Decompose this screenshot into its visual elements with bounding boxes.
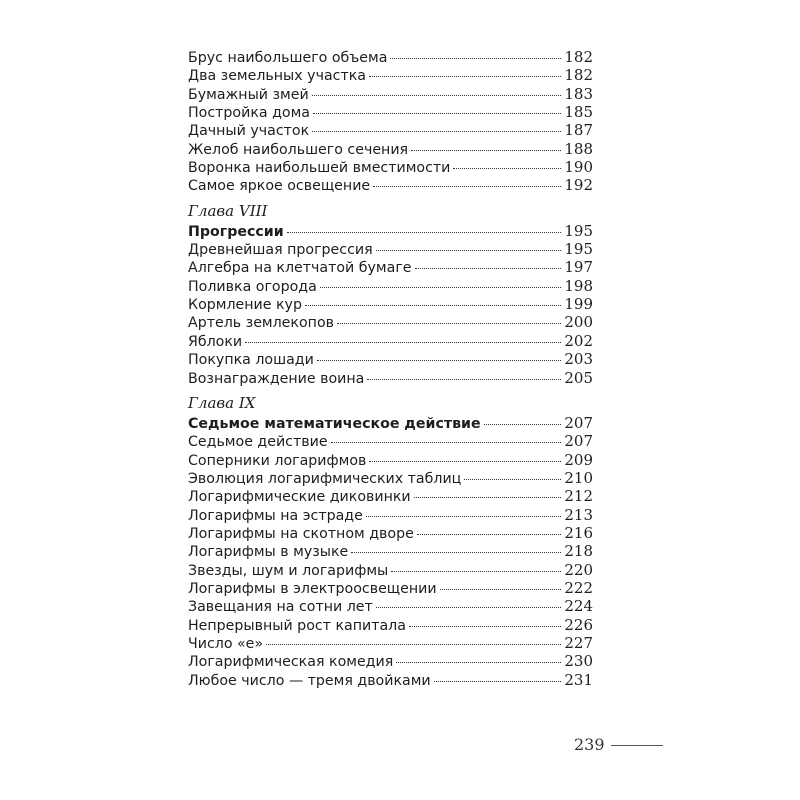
dot-leader [464,469,561,480]
toc-entry-page: 226 [564,615,593,634]
toc-entry-title: Эволюция логарифмических таблиц [188,470,462,487]
toc-entry[interactable] [188,350,593,368]
toc-entry-title: Алгебра на клетчатой бумаге [188,260,412,277]
dot-leader [312,85,562,96]
toc-entry[interactable] [188,369,593,387]
dot-leader [366,506,562,517]
toc-section-chapter-9 [188,392,593,689]
toc-entry-title: Яблоки [188,333,243,350]
toc-entry[interactable] [188,616,593,634]
toc-entry-title: Логарифмы на скотном дворе [188,525,414,542]
dot-leader [287,222,562,233]
toc-entry[interactable] [188,176,593,194]
dot-leader [411,140,561,151]
toc-entry-page: 187 [564,121,593,140]
toc-entry[interactable] [188,140,593,158]
toc-entry-title: Логарифмы в электроосвещении [188,580,437,597]
toc-entry-title: Желоб наибольшего сечения [188,141,409,158]
toc-entry[interactable] [188,634,593,652]
toc-entry-page: 230 [564,652,593,671]
toc-entry[interactable] [188,561,593,579]
toc-entry-page: 195 [564,240,593,259]
toc-entry-title: Два земельных участка [188,68,366,85]
toc-entry[interactable] [188,524,593,542]
dot-leader [331,432,562,443]
dot-leader [414,487,562,498]
toc-entry-page: 213 [564,505,593,524]
dot-leader [369,66,561,77]
toc-entry[interactable] [188,313,593,331]
toc-entry-title: Воронка наибольшей вместимости [188,160,451,177]
toc-entry-title: Логарифмы в музыке [188,544,349,561]
toc-entry[interactable] [188,66,593,84]
toc-entry-title: Седьмое математическое действие [188,415,481,432]
toc-entry-page: 209 [564,450,593,469]
toc-entry-title: Соперники логарифмов [188,452,367,469]
toc-entry-page: 190 [564,158,593,177]
toc-entry[interactable] [188,671,593,689]
dot-leader [484,414,562,425]
toc-entry-page: 231 [564,670,593,689]
toc-entry-title: Артель землекопов [188,315,334,332]
toc-entry-page: 183 [564,84,593,103]
toc-entry-title: Дачный участок [188,123,310,140]
toc-entry-page: 195 [564,221,593,240]
toc-section-1 [188,48,593,195]
toc-entry-page: 210 [564,468,593,487]
toc-entry[interactable] [188,158,593,176]
dot-leader [367,369,561,380]
toc-entry-title: Постройка дома [188,105,310,122]
dot-leader [415,258,562,269]
toc-entry[interactable] [188,121,593,139]
toc-entry-page: 200 [564,313,593,332]
toc-entry[interactable] [188,240,593,258]
toc-entry-page: 205 [564,368,593,387]
dot-leader [337,313,561,324]
dot-leader [453,158,561,169]
toc-entry-page: 188 [564,139,593,158]
dot-leader [390,48,561,59]
toc-entry[interactable] [188,597,593,615]
toc-entry[interactable] [188,332,593,350]
toc-entry-title: Седьмое действие [188,434,328,451]
toc-entry[interactable] [188,48,593,66]
folio-rule [611,745,663,746]
toc-entry-page: 199 [564,295,593,314]
toc-entry-page: 192 [564,176,593,195]
dot-leader [266,634,561,645]
toc-entry-title: Число «e» [188,635,264,652]
toc-entry[interactable] [188,652,593,670]
toc-entry-page: 207 [564,413,593,432]
toc-entry-page: 203 [564,350,593,369]
toc-entry-title: Древнейшая прогрессия [188,242,373,259]
dot-leader [417,524,562,535]
toc-entry[interactable] [188,295,593,313]
dot-leader [312,121,561,132]
toc-entry[interactable] [188,432,593,450]
toc-entry[interactable] [188,85,593,103]
toc-entry-title: Бумажный змей [188,86,309,103]
toc-entry-title: Логарифмическая комедия [188,654,394,671]
toc-entry-title: Кормление кур [188,297,302,314]
dot-leader [373,176,561,187]
dot-leader [245,332,561,343]
dot-leader [313,103,561,114]
table-of-contents [188,48,593,689]
toc-entry-page: 198 [564,276,593,295]
dot-leader [440,579,562,590]
dot-leader [369,451,561,462]
chapter-heading: Глава IX [188,393,256,412]
toc-entry-page: 182 [564,66,593,85]
toc-entry-page: 207 [564,432,593,451]
toc-entry-title: Покупка лошади [188,352,314,369]
toc-entry-page: 182 [564,48,593,66]
toc-entry-page: 227 [564,633,593,652]
toc-entry-page: 224 [564,597,593,616]
toc-entry[interactable] [188,277,593,295]
dot-leader [351,542,561,553]
toc-entry[interactable] [188,469,593,487]
toc-entry-page: 185 [564,103,593,122]
toc-entry-title: Непрерывный рост капитала [188,617,406,634]
dot-leader [317,350,562,361]
page-number: 239 [574,735,605,754]
toc-entry-title: Завещания на сотни лет [188,599,373,616]
toc-entry-title: Вознаграждение воина [188,370,365,387]
chapter-heading: Глава VIII [188,201,268,220]
toc-entry[interactable] [188,579,593,597]
toc-entry[interactable] [188,103,593,121]
dot-leader [409,616,561,627]
toc-entry-page: 222 [564,578,593,597]
dot-leader [391,561,561,572]
toc-entry-title: Логарифмические диковинки [188,489,411,506]
toc-entry-title: Логарифмы на эстраде [188,507,363,524]
toc-entry[interactable] [188,487,593,505]
toc-entry-title: Звезды, шум и логарифмы [188,562,389,579]
toc-entry-title: Прогрессии [188,223,284,240]
dot-leader [320,277,562,288]
toc-entry-title: Самое яркое освещение [188,178,371,195]
toc-entry[interactable] [188,451,593,469]
toc-section-chapter-8 [188,200,593,387]
dot-leader [376,597,562,608]
toc-entry-page: 220 [564,560,593,579]
dot-leader [305,295,561,306]
toc-entry-title: Брус наибольшего объема [188,50,388,66]
toc-entry-page: 197 [564,258,593,277]
toc-entry[interactable] [188,506,593,524]
dot-leader [376,240,562,251]
toc-entry-page: 216 [564,523,593,542]
toc-entry[interactable] [188,414,593,432]
toc-entry[interactable] [188,542,593,560]
dot-leader [434,671,562,682]
toc-entry[interactable] [188,222,593,240]
toc-entry-page: 202 [564,331,593,350]
dot-leader [396,652,561,663]
toc-entry-title: Поливка огорода [188,278,317,295]
toc-entry[interactable] [188,258,593,276]
toc-entry-title: Любое число — тремя двойками [188,672,431,689]
toc-entry-page: 212 [564,487,593,506]
toc-entry-page: 218 [564,542,593,561]
